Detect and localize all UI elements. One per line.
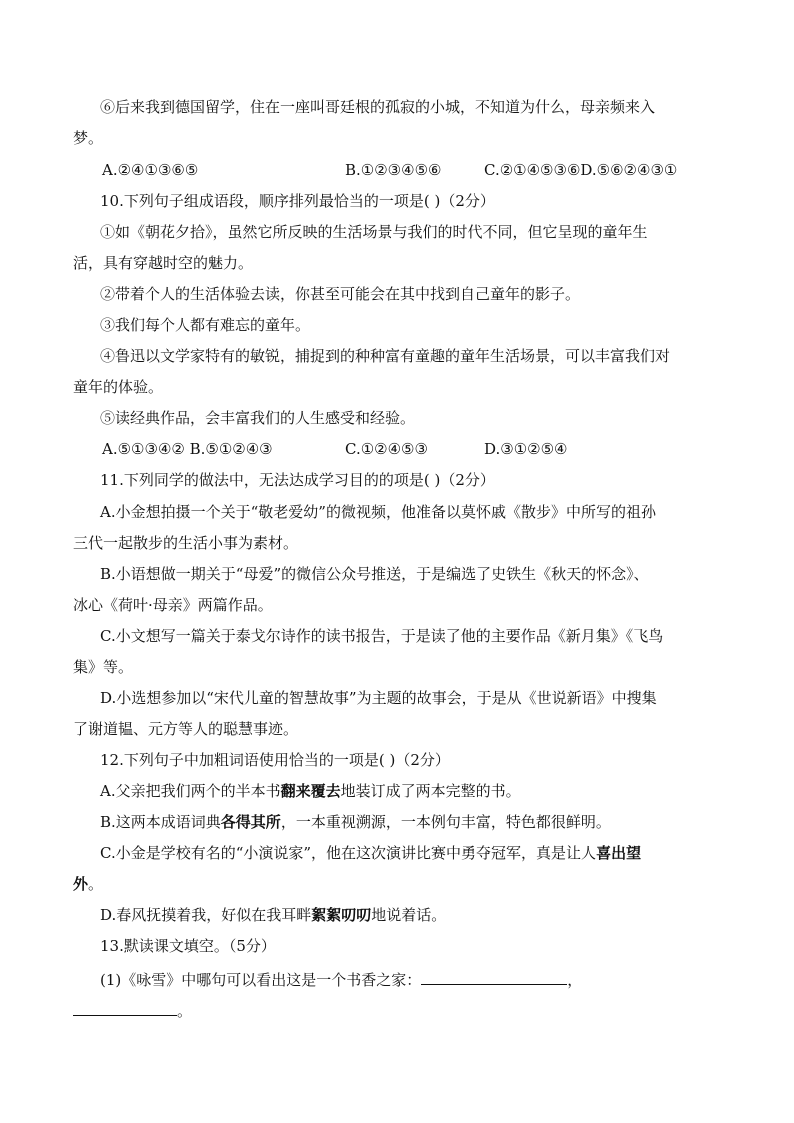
q12-option-c-bold-word-part-1: 喜出望 [596,844,642,862]
q11-option-d-line-2: 了谢道韫、元方等人的聪慧事迹。 [73,720,299,738]
q13-answer-blank-1[interactable] [421,968,567,985]
q12-option-a-text-before: A.父亲把我们两个的半本书 [100,782,281,800]
q12-option-d [100,905,446,927]
q11-option-d-line-1: D.小选想参加以“宋代儿童的智慧故事”为主题的故事会，于是从《世说新语》中搜集 [100,689,657,707]
q12-option-c-text-before: C.小金是学校有名的“小演说家”，他在这次演讲比赛中勇夺冠军，真是让人 [100,844,597,862]
q12-option-d-text-before: D.春风抚摸着我，好似在我耳畔 [100,906,312,924]
q9-options [0,160,794,182]
q12-option-b-bold-word: 各得其所 [220,813,281,831]
q12-option-c-bold-word-part-2: 外 [73,875,89,893]
q10-option-d: D.③①②⑤④ [484,440,568,458]
q12-option-d-text-after: 地说着话。 [371,906,447,924]
q11-option-c-line-1: C.小文想写一篇关于泰戈尔诗作的读书报告，于是读了他的主要作品《新月集》《飞鸟 [100,627,664,645]
q10-sentence-4-line-2: 童年的体验。 [73,378,164,396]
q12-option-c-line-2 [73,874,103,896]
q10-option-ab: A.⑤①③④② B.⑤①②④③ [102,440,273,458]
q12-option-b-text-before: B.这两本成语词典 [100,813,221,831]
q11-stem: 11.下列同学的做法中，无法达成学习目的的项是( )（2分） [100,471,495,489]
q11-option-b-line-1: B.小语想做一期关于“母爱”的微信公众号推送，于是编选了史铁生《秋天的怀念》、 [100,565,649,583]
q13-comma: ， [567,971,583,989]
q13-answer-blank-2[interactable] [73,999,177,1016]
q9-item-6-line-2: 梦。 [73,129,104,147]
q9-item-6-line-1: ⑥后来我到德国留学，住在一座叫哥廷根的孤寂的小城，不知道为什么，母亲频来入 [100,98,656,116]
q11-option-c-line-2: 集》等。 [73,658,134,676]
q12-option-d-bold-word: 絮絮叨叨 [311,906,372,924]
q10-sentence-4-line-1: ④鲁迅以文学家特有的敏锐，捕捉到的种种富有童趣的童年生活场景，可以丰富我们对 [100,347,671,365]
q11-option-a-line-2: 三代一起散步的生活小事为素材。 [73,534,299,552]
q12-option-a-text-after: 地装订成了两本完整的书。 [340,782,521,800]
q12-option-a [100,781,521,803]
q12-option-b [100,812,611,834]
q10-options [0,439,794,461]
q10-sentence-1-line-2: 活，具有穿越时空的魅力。 [73,254,254,272]
q11-option-a-line-1: A.小金想拍摄一个关于“敬老爱幼”的微视频，他准备以莫怀戚《散步》中所写的祖孙 [100,503,656,521]
q10-sentence-3: ③我们每个人都有难忘的童年。 [100,316,311,334]
q13-part-1-line-1 [100,968,582,990]
q12-option-b-text-after: ，一本重视溯源，一本例句丰富，特色都很鲜明。 [280,813,611,831]
q13-stem: 13.默读课文填空。（5分） [100,937,276,955]
q10-sentence-2: ②带着个人的生活体验去读，你甚至可能会在其中找到自己童年的影子。 [100,285,581,303]
q10-stem: 10.下列句子组成语段，顺序排列最恰当的一项是( )（2分） [100,192,495,210]
q9-option-cd: C.②①④⑤③⑥D.⑤⑥②④③① [484,161,678,179]
q13-part-1-prompt: (1)《咏雪》中哪句可以看出这是一个书香之家： [100,971,422,989]
q13-part-1-line-2 [73,999,192,1021]
q12-option-c-text-after: 。 [88,875,104,893]
q9-option-b: B.①②③④⑤⑥ [345,161,442,179]
q12-option-a-bold-word: 翻来覆去 [280,782,341,800]
q10-sentence-5: ⑤读经典作品，会丰富我们的人生感受和经验。 [100,409,416,427]
q10-option-c: C.①②④⑤③ [345,440,428,458]
q10-sentence-1-line-1: ①如《朝花夕拾》，虽然它所反映的生活场景与我们的时代不同，但它呈现的童年生 [100,223,648,241]
q11-option-b-line-2: 冰心《荷叶·母亲》两篇作品。 [73,596,273,614]
q12-option-c-line-1 [100,843,641,865]
q12-stem: 12.下列句子中加粗词语使用恰当的一项是( )（2分） [100,751,450,769]
q13-period: 。 [177,1002,193,1020]
q9-option-a: A.②④①③⑥⑤ [102,161,199,179]
